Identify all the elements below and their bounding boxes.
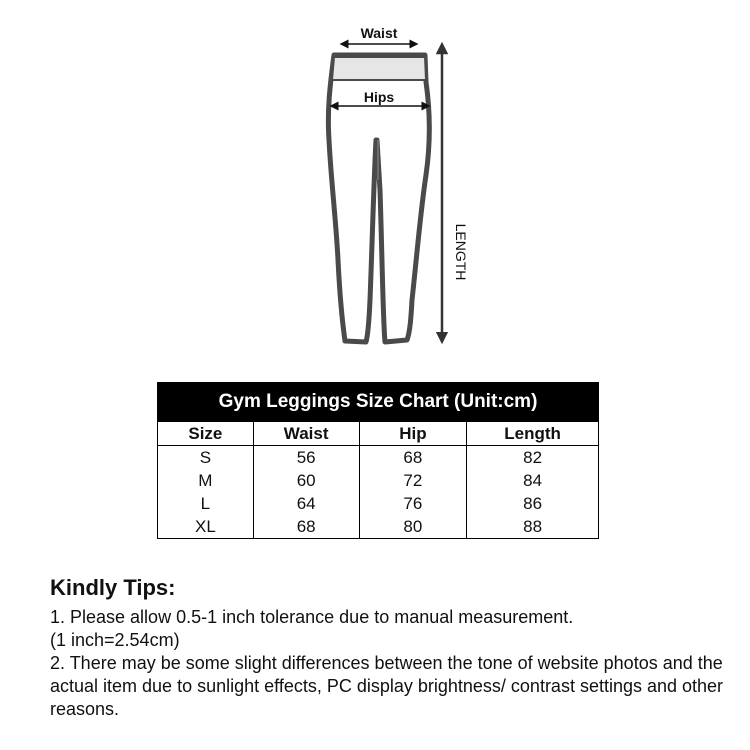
- length-cell: 88: [467, 515, 599, 539]
- size-cell: M: [158, 469, 254, 492]
- waist-cell: 60: [253, 469, 359, 492]
- hips-label: Hips: [363, 89, 395, 105]
- tip-tolerance: 1. Please allow 0.5-1 inch tolerance due to manual measurement.: [50, 607, 574, 627]
- kindly-tips: [50, 574, 740, 721]
- tip-inch-conversion: (1 inch=2.54cm): [50, 630, 180, 650]
- hip-cell: 76: [359, 492, 467, 515]
- waist-cell: 56: [253, 446, 359, 470]
- waist-label: Waist: [360, 25, 398, 41]
- column-header-waist: Waist: [253, 422, 359, 446]
- tips-title: Kindly Tips:: [50, 575, 176, 600]
- hip-cell: 80: [359, 515, 467, 539]
- leggings-measurement-diagram: [0, 0, 750, 370]
- table-row: [158, 515, 599, 539]
- length-label: LENGTH: [453, 223, 469, 281]
- length-cell: 82: [467, 446, 599, 470]
- leggings-waistband: [332, 57, 426, 80]
- tip-color-difference: 2. There may be some slight differences between the tone of website photos and the actual item due to sunlight effects, PC display brightness/ contrast settings and other reasons.: [50, 653, 724, 719]
- column-header-hip: Hip: [359, 422, 467, 446]
- table-row: [158, 469, 599, 492]
- table-row: [158, 492, 599, 515]
- hip-cell: 68: [359, 446, 467, 470]
- hip-cell: 72: [359, 469, 467, 492]
- size-cell: XL: [158, 515, 254, 539]
- size-cell: L: [158, 492, 254, 515]
- size-chart-table: [157, 382, 599, 539]
- waist-cell: 64: [253, 492, 359, 515]
- column-header-length: Length: [467, 422, 599, 446]
- column-header-size: Size: [158, 422, 254, 446]
- length-cell: 84: [467, 469, 599, 492]
- size-chart-title: Gym Leggings Size Chart (Unit:cm): [158, 383, 599, 422]
- table-row: [158, 446, 599, 470]
- waist-cell: 68: [253, 515, 359, 539]
- length-cell: 86: [467, 492, 599, 515]
- size-cell: S: [158, 446, 254, 470]
